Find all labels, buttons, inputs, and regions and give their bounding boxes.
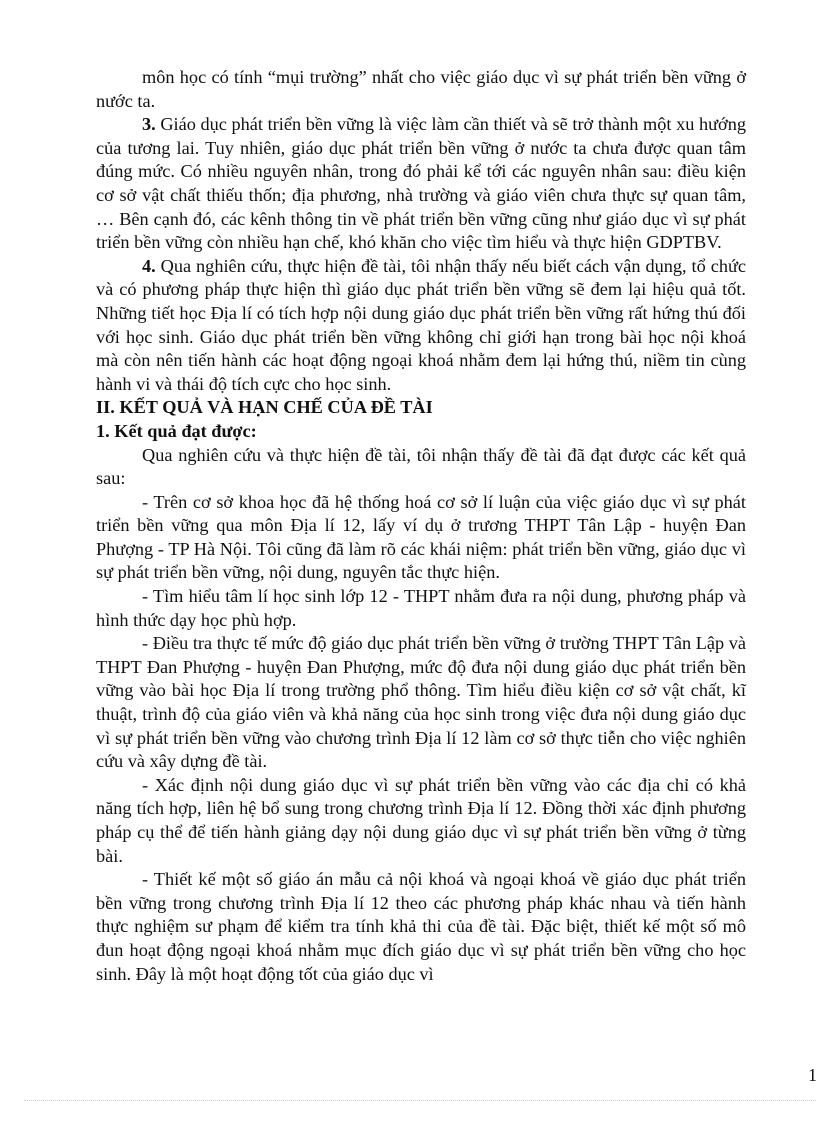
section-heading: II. KẾT QUẢ VÀ HẠN CHẾ CỦA ĐỀ TÀI — [96, 397, 433, 418]
page-number: 1 — [808, 1065, 817, 1085]
bullet-paragraph: - Xác định nội dung giáo dục vì sự phát triển bền vững vào các địa chỉ có khả năng tích hợp, liên hệ bổ sung trong chương trình Địa lí 12. Đồng thời xác định phương pháp cụ thể để tiến hành giảng dạy nội dung giáo dục vì sự phát triển bền vững ở từng bài. — [96, 774, 746, 866]
paragraph-text: Giáo dục phát triển bền vững là việc làm cần thiết và sẽ trở thành một xu hướng của tương lai. Tuy nhiên, giáo dục phát triển bền vững ở nước ta chưa được quan tâm đúng mức. Có nhiều nguyên nhân, trong đó phải kể tới các nguyên nhân sau: điều kiện cơ sở vật chất thiếu thốn; địa phương, nhà trường và giáo viên chưa thực sự quan tâm, … Bên cạnh đó, các kênh thông tin về phát triển bền vững cũng như giáo dục vì sự phát triển bền vững còn nhiều hạn chế, khó khăn cho việc tìm hiểu và thực hiện GDPTBV. — [96, 114, 746, 253]
bullet-paragraph: - Thiết kế một số giáo án mẫu cả nội khoá và ngoại khoá về giáo dục phát triển bền vững trong chương trình Địa lí 12 theo các phương pháp khác nhau và tiến hành thực nghiệm sư phạm để kiểm tra tính khả thi của đề tài. Đặc biệt, thiết kế một số mô đun hoạt động ngoại khoá nhằm mục đích giáo dục vì sự phát triển bền vững cho học sinh. Đây là một hoạt động tốt của giáo dục vì — [96, 869, 746, 984]
paragraph-item-3 — [96, 113, 746, 255]
document-page — [96, 66, 746, 986]
item-number: 3. — [142, 114, 156, 135]
paragraph-continuation: môn học có tính “mụi trường” nhất cho việc giáo dục vì sự phát triển bền vững ở nước ta. — [96, 67, 746, 111]
bullet-paragraph: - Trên cơ sở khoa học đã hệ thống hoá cơ sở lí luận của việc giáo dục vì sự phát triển bền vững qua môn Địa lí 12, lấy ví dụ ở trương THPT Tân Lập - huyện Đan Phượng - TP Hà Nội. Tôi cũng đã làm rõ các khái niệm: phát triển bền vững, giáo dục vì sự phát triển bền vững, nội dung, nguyên tắc thực hiện. — [96, 491, 746, 583]
paragraph-intro: Qua nghiên cứu và thực hiện đề tài, tôi nhận thấy đề tài đã đạt được các kết quả sau: — [96, 444, 746, 489]
subsection-heading: 1. Kết quả đạt được: — [96, 420, 257, 441]
bullet-paragraph: - Điều tra thực tế mức độ giáo dục phát triển bền vững ở trường THPT Tân Lập và THPT Đan Phượng - huyện Đan Phượng, mức độ đưa nội dung giáo dục phát triển bền vững vào bài học Địa lí trong trường phổ thông. Tìm hiểu điều kiện cơ sở vật chất, kĩ thuật, trình độ của giáo viên và khả năng của học sinh trong việc đưa nội dung giáo dục vì sự phát triển bền vững vào chương trình Địa lí 12 làm cơ sở thực tiễn cho việc nghiên cứu và xây dựng đề tài. — [96, 633, 746, 772]
bullet-paragraph: - Tìm hiểu tâm lí học sinh lớp 12 - THPT nhằm đưa ra nội dung, phương pháp và hình thức dạy học phù hợp. — [96, 586, 746, 630]
footer-divider — [24, 1100, 816, 1101]
paragraph-text: Qua nghiên cứu, thực hiện đề tài, tôi nhận thấy nếu biết cách vận dụng, tổ chức và có phương pháp thực hiện thì giáo dục phát triển bền vững sẽ đem lại hiệu quả tốt. Những tiết học Địa lí có tích hợp nội dung giáo dục phát triển bền vững rất hứng thú đối với học sinh. Giáo dục phát triển bền vững không chỉ giới hạn trong bài học nội khoá mà còn nên tiến hành các hoạt động ngoại khoá nhằm đem lại hứng thú, niềm tin cùng hành vi và thái độ tích cực cho học sinh. — [96, 255, 746, 394]
paragraph-item-4 — [96, 255, 746, 397]
item-number: 4. — [142, 255, 156, 276]
